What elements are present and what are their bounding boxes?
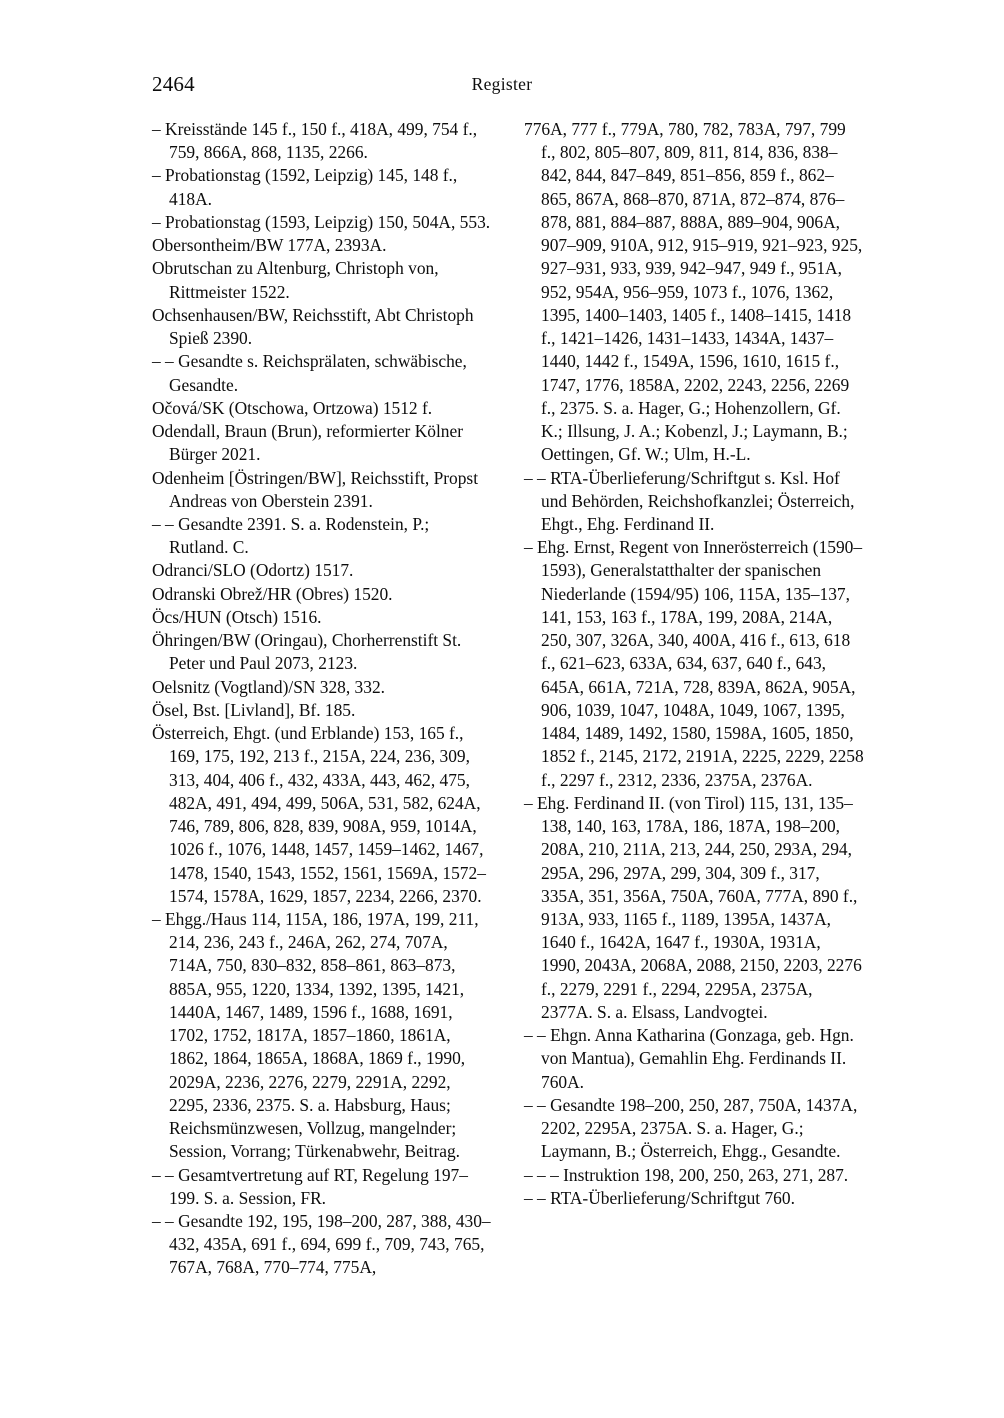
register-columns bbox=[152, 118, 864, 1280]
register-entry: – – Gesandte 198–200, 250, 287, 750A, 1437A, 2202, 2295A, 2375A. S. a. Hager, G.; Laymann, B.; Österreich, Ehgg., Gesandte. bbox=[524, 1094, 858, 1162]
register-entry: – Probationstag (1593, Leipzig) 150, 504A, 553. bbox=[152, 211, 491, 232]
column-right bbox=[524, 118, 864, 1280]
register-entry: – Ehg. Ferdinand II. (von Tirol) 115, 131, 135–138, 140, 163, 178A, 186, 187A, 198–200, 208A, 210, 211A, 213, 244, 250, 293A, 294, 295A, 296, 297A, 299, 304, 309 f., 317, 335A, 351, 356A, 750A, 760A, 777A, 890 f., 913A, 933, 1165 f., 1189, 1395A, 1437A, 1640 f., 1642A, 1647 f., 1930A, 1931A, 1990, 2043A, 2068A, 2088, 2150, 2203, 2276 f., 2279, 2291 f., 2294, 2295A, 2375A, 2377A. S. a. Elsass, Landvogtei. bbox=[524, 792, 862, 1022]
register-entry: Oelsnitz (Vogtland)/SN 328, 332. bbox=[152, 676, 385, 697]
page-header bbox=[152, 72, 852, 98]
register-entry: Obersontheim/BW 177A, 2393A. bbox=[152, 235, 387, 256]
register-entry: – – RTA-Überlieferung/Schriftgut s. Ksl. Hof und Behörden, Reichshofkanzlei; Österreich, Ehgt., Ehg. Ferdinand II. bbox=[524, 467, 855, 534]
register-entry: – Ehg. Ernst, Regent von Innerösterreich (1590–1593), Generalstatthalter der spanischen Niederlande (1594/95) 106, 115A, 135–137, 141, 153, 163 f., 178A, 199, 208A, 214A, 250, 307, 326A, 340, 400A, 416 f., 613, 618 f., 621–623, 633A, 634, 637, 640 f., 643, 645A, 661A, 721A, 728, 839A, 862A, 905A, 906, 1039, 1047, 1048A, 1049, 1067, 1395, 1484, 1489, 1492, 1580, 1598A, 1605, 1850, 1852 f., 2145, 2172, 2191A, 2225, 2229, 2258 f., 2297 f., 2312, 2336, 2375A, 2376A. bbox=[524, 537, 864, 790]
register-entry: – – Gesamtvertretung auf RT, Regelung 197–199. S. a. Session, FR. bbox=[152, 1164, 468, 1208]
register-entry: Odranci/SLO (Odortz) 1517. bbox=[152, 560, 354, 581]
register-entry: Ochsenhausen/BW, Reichsstift, Abt Christoph Spieß 2390. bbox=[152, 304, 474, 349]
running-title: Register bbox=[471, 74, 533, 94]
column-left bbox=[152, 118, 492, 1280]
register-entry: – – Gesandte s. Reichsprälaten, schwäbische, Gesandte. bbox=[152, 351, 467, 395]
page-number: 2464 bbox=[152, 72, 195, 96]
register-entry: Österreich, Ehgt. (und Erblande) 153, 165 f., 169, 175, 192, 213 f., 215A, 224, 236, 309, 313, 404, 406 f., 432, 433A, 443, 462, 475, 482A, 491, 494, 499, 506A, 531, 582, 624A, 746, 789, 806, 828, 839, 908A, 959, 1014A, 1026 f., 1076, 1448, 1457, 1459–1462, 1467, 1478, 1540, 1543, 1552, 1561, 1569A, 1572–1574, 1578A, 1629, 1857, 2234, 2266, 2370. bbox=[152, 723, 486, 906]
register-entry: Odendall, Braun (Brun), reformierter Kölner Bürger 2021. bbox=[152, 421, 463, 465]
register-entry: Obrutschan zu Altenburg, Christoph von, Rittmeister 1522. bbox=[152, 258, 439, 302]
register-entry: – Ehgg./Haus 114, 115A, 186, 197A, 199, 211, 214, 236, 243 f., 246A, 262, 274, 707A, 714A, 750, 830–832, 858–861, 863–873, 885A, 955, 1220, 1334, 1392, 1395, 1421, 1440A, 1467, 1489, 1596 f., 1688, 1691, 1702, 1752, 1817A, 1857–1860, 1861A, 1862, 1864, 1865A, 1868A, 1869 f., 1990, 2029A, 2236, 2276, 2279, 2291A, 2292, 2295, 2336, 2375. S. a. Habsburg, Haus; Reichsmünzwesen, Vollzug, mangelnder; Session, Vorrang; Türkenabwehr, Beitrag. bbox=[152, 908, 479, 1162]
register-entry: – – Gesandte 2391. S. a. Rodenstein, P.; Rutland. C. bbox=[152, 513, 430, 558]
register-entry: Öcs/HUN (Otsch) 1516. bbox=[152, 606, 322, 627]
register-entry: – – Gesandte 192, 195, 198–200, 287, 388, 430–432, 435A, 691 f., 694, 699 f., 709, 743, 765, 767A, 768A, 770–774, 775A, bbox=[152, 1211, 491, 1278]
register-entry: Öhringen/BW (Oringau), Chorherrenstift St. Peter und Paul 2073, 2123. bbox=[152, 630, 462, 674]
register-entry: – – – Instruktion 198, 200, 250, 263, 271, 287. bbox=[524, 1164, 849, 1185]
register-entry: Odranski Obrež/HR (Obres) 1520. bbox=[152, 583, 393, 604]
register-entry: Ösel, Bst. [Livland], Bf. 185. bbox=[152, 699, 356, 720]
register-entry: – Kreisstände 145 f., 150 f., 418A, 499, 754 f., 759, 866A, 868, 1135, 2266. bbox=[152, 119, 478, 163]
register-entry: – – Ehgn. Anna Katharina (Gonzaga, geb. Hgn. von Mantua), Gemahlin Ehg. Ferdinands II. 760A. bbox=[524, 1025, 854, 1092]
register-entry: Očová/SK (Otschowa, Ortzowa) 1512 f. bbox=[152, 397, 433, 418]
register-entry: 776A, 777 f., 779A, 780, 782, 783A, 797, 799 f., 802, 805–807, 809, 811, 814, 836, 838–842, 844, 847–849, 851–856, 859 f., 862–865, 867A, 868–870, 871A, 872–874, 876–878, 881, 884–887, 888A, 889–904, 906A, 907–909, 910A, 912, 915–919, 921–923, 925, 927–931, 933, 939, 942–947, 949 f., 951A, 952, 954A, 956–959, 1073 f., 1076, 1362, 1395, 1400–1403, 1405 f., 1408–1415, 1418 f., 1421–1426, 1431–1433, 1434A, 1437–1440, 1442 f., 1549A, 1596, 1610, 1615 f., 1747, 1776, 1858A, 2202, 2243, 2256, 2269 f., 2375. S. a. Hager, G.; Hohenzollern, Gf. K.; Illsung, J. A.; Kobenzl, J.; Laymann, B.; Oettingen, Gf. W.; Ulm, H.-L. bbox=[524, 119, 863, 465]
register-entry: – – RTA-Überlieferung/Schriftgut 760. bbox=[524, 1187, 795, 1208]
register-entry: – Probationstag (1592, Leipzig) 145, 148 f., 418A. bbox=[152, 165, 458, 209]
register-entry: Odenheim [Östringen/BW], Reichsstift, Propst Andreas von Oberstein 2391. bbox=[152, 467, 479, 511]
